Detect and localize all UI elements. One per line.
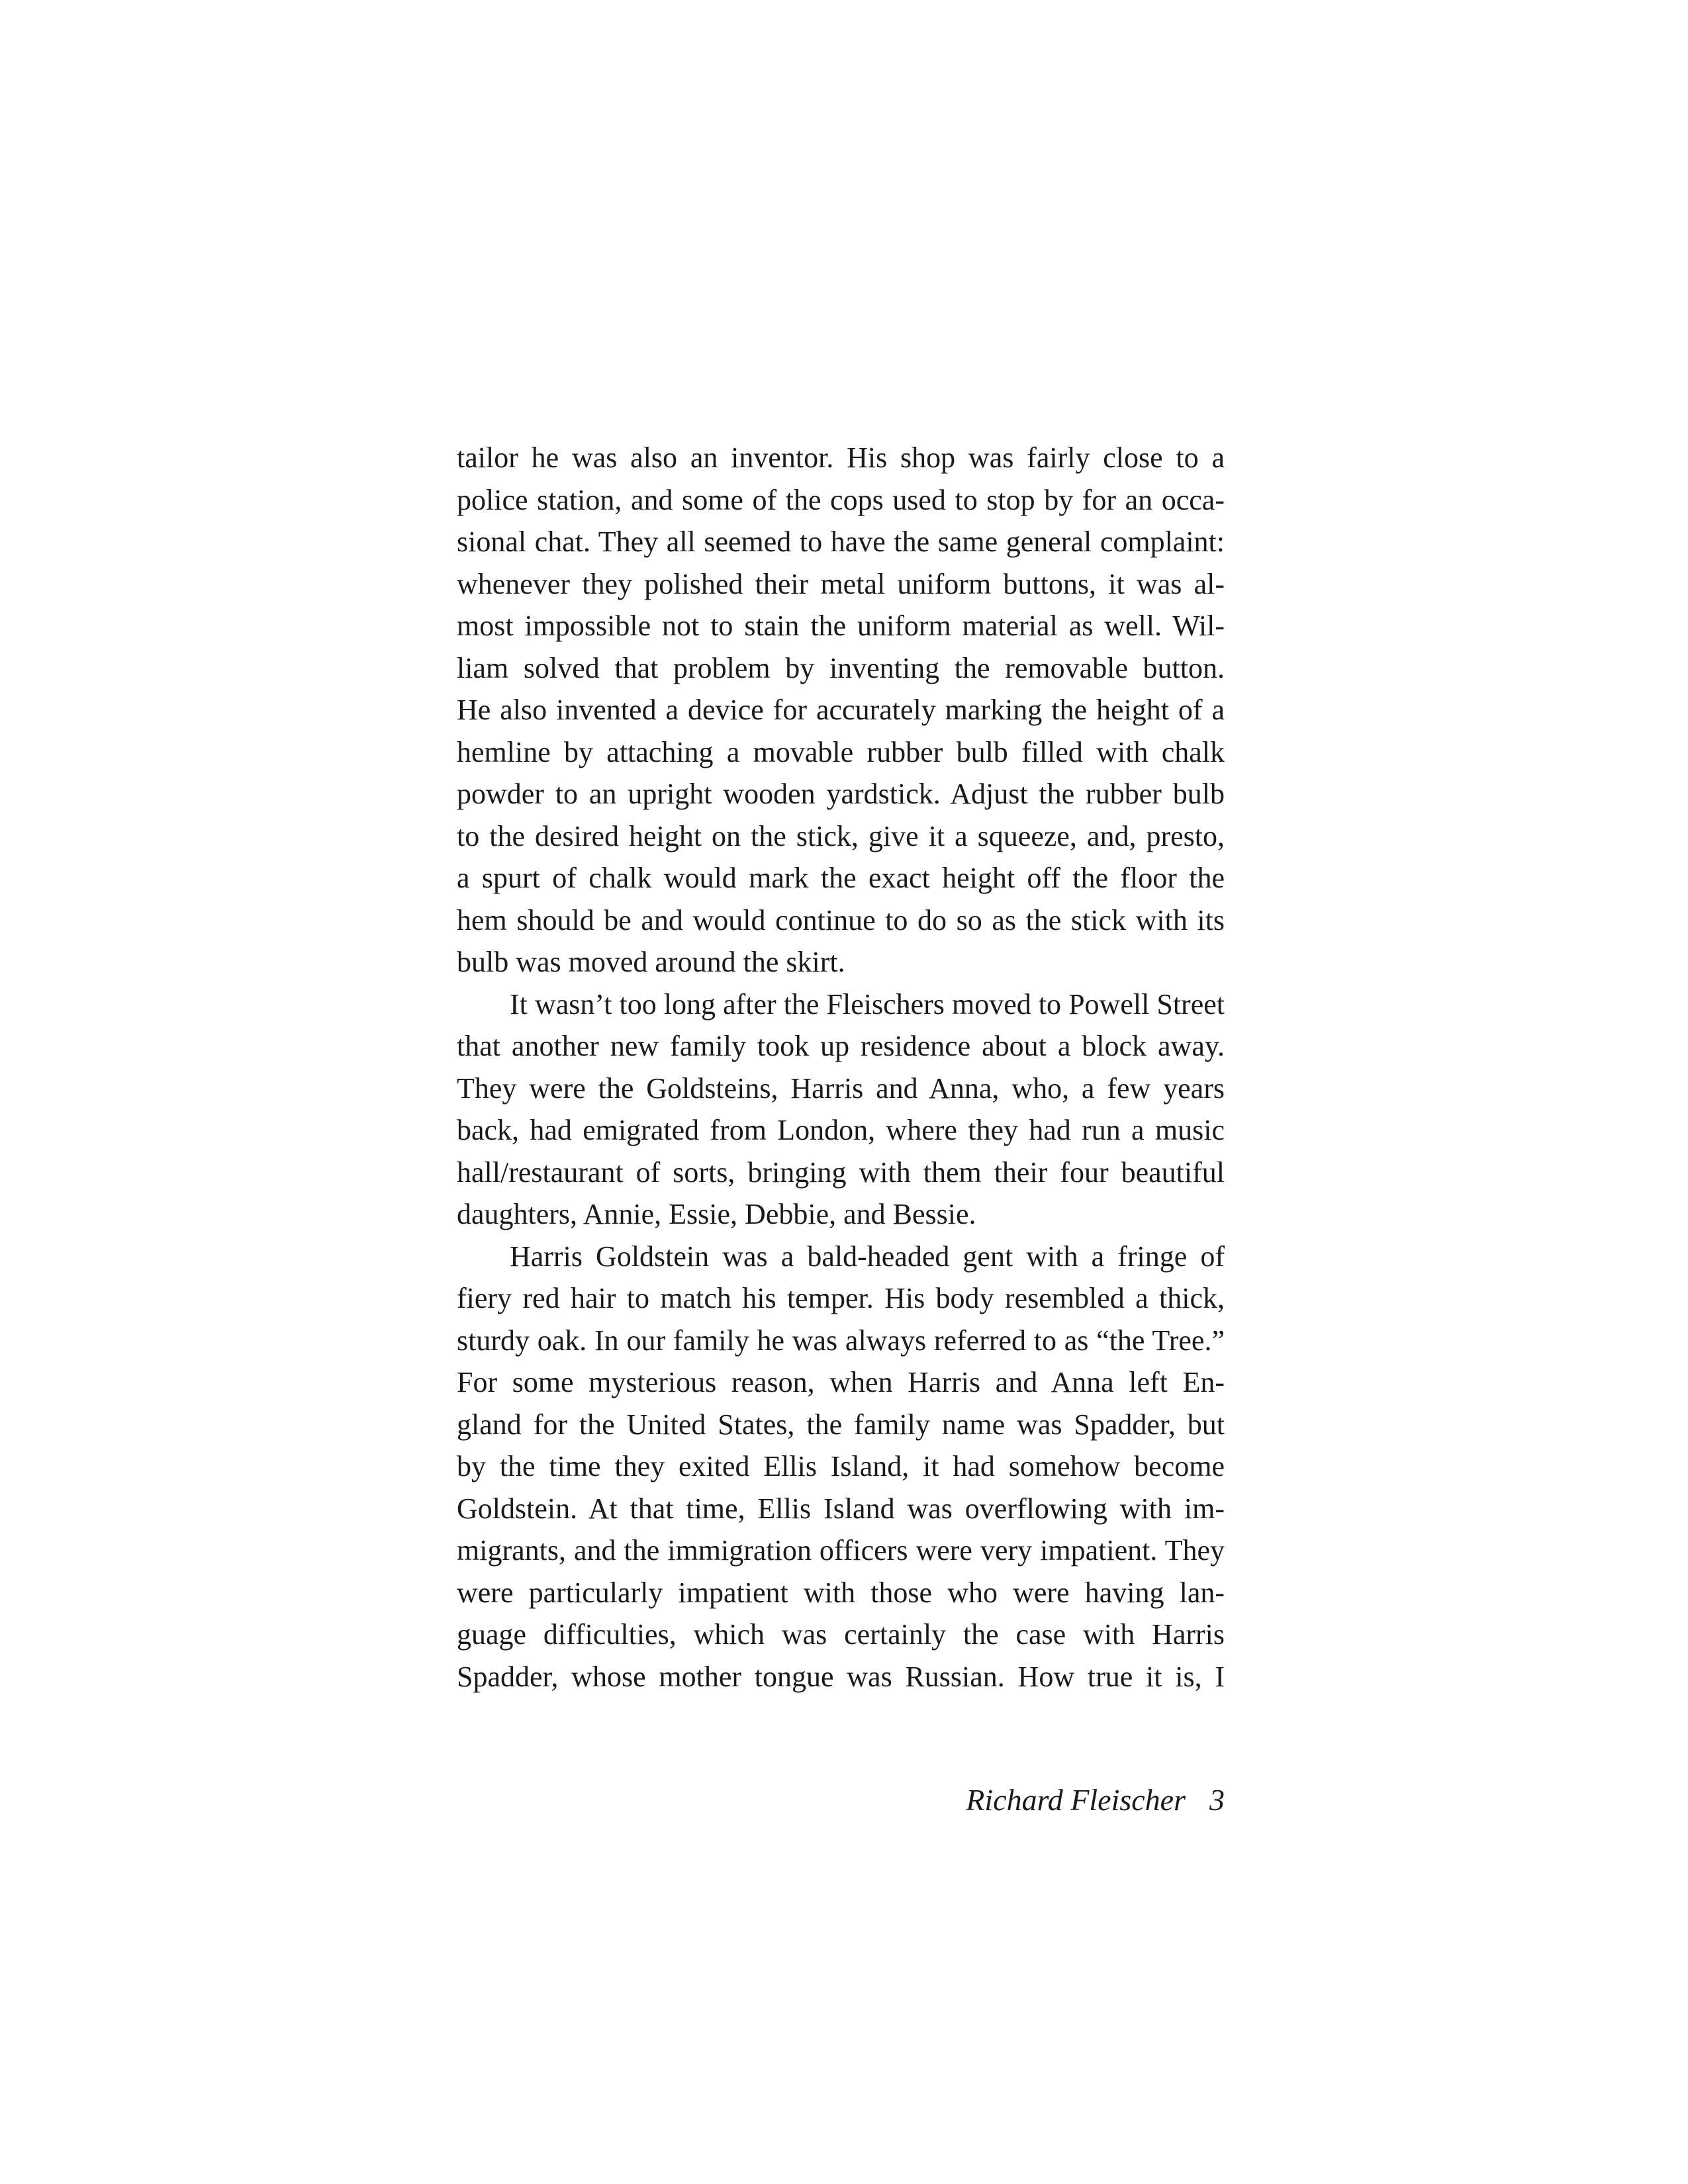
- text-line: hem should be and would continue to do so as the stick with its: [457, 903, 1225, 936]
- text-line: hemline by attaching a movable rubber bulb filled with chalk: [457, 735, 1225, 768]
- text-line: tailor he was also an inventor. His shop was fairly close to a: [457, 441, 1225, 474]
- text-line: most impossible not to stain the uniform material as well. Wil-: [457, 610, 1225, 642]
- text-line: guage difficulties, which was certainly the case with Harris: [457, 1618, 1225, 1651]
- text-line: by the time they exited Ellis Island, it had somehow become: [457, 1450, 1225, 1482]
- text-line: migrants, and the immigration officers were very impatient. They: [457, 1534, 1225, 1567]
- text-line: whenever they polished their metal uniform buttons, it was al-: [457, 567, 1225, 600]
- text-line: that another new family took up residence about a block away.: [457, 1030, 1225, 1062]
- text-line: a spurt of chalk would mark the exact height off the floor the: [457, 862, 1225, 894]
- paragraph-start-line: Harris Goldstein was a bald-headed gent with a fringe of: [510, 1240, 1225, 1273]
- text-line: For some mysterious reason, when Harris and Anna left En-: [457, 1366, 1225, 1398]
- paragraph-end-line: bulb was moved around the skirt.: [457, 946, 845, 978]
- page-footer: [794, 1780, 1225, 1820]
- text-line: powder to an upright wooden yardstick. Adjust the rubber bulb: [457, 778, 1225, 810]
- text-line: sional chat. They all seemed to have the same general complaint:: [457, 525, 1225, 558]
- text-line: liam solved that problem by inventing the removable button.: [457, 651, 1225, 684]
- body-text: [457, 437, 1225, 1698]
- text-line: gland for the United States, the family name was Spadder, but: [457, 1408, 1225, 1441]
- text-line: They were the Goldsteins, Harris and Anna, who, a few years: [457, 1071, 1225, 1105]
- text-line: sturdy oak. In our family he was always referred to as “the Tree.”: [457, 1324, 1225, 1357]
- paragraph-end-line: daughters, Annie, Essie, Debbie, and Bessie.: [457, 1198, 976, 1230]
- text-line: police station, and some of the cops used to stop by for an occa-: [457, 483, 1225, 516]
- text-line: back, had emigrated from London, where they had run a music: [457, 1114, 1225, 1146]
- text-line: Spadder, whose mother tongue was Russian. How true it is, I: [457, 1660, 1225, 1693]
- page-number: 3: [1209, 1783, 1225, 1817]
- paragraph-start-line: It wasn’t too long after the Fleischers moved to Powell Street: [510, 987, 1225, 1021]
- text-line: fiery red hair to match his temper. His body resembled a thick,: [457, 1282, 1225, 1314]
- text-line: to the desired height on the stick, give it a squeeze, and, presto,: [457, 819, 1225, 852]
- text-line: were particularly impatient with those who were having lan-: [457, 1576, 1225, 1609]
- text-line: hall/restaurant of sorts, bringing with them their four beautiful: [457, 1156, 1225, 1189]
- text-line: He also invented a device for accurately marking the height of a: [457, 694, 1225, 726]
- running-footer-author: Richard Fleischer: [966, 1783, 1186, 1817]
- text-line: Goldstein. At that time, Ellis Island was overflowing with im-: [457, 1492, 1225, 1525]
